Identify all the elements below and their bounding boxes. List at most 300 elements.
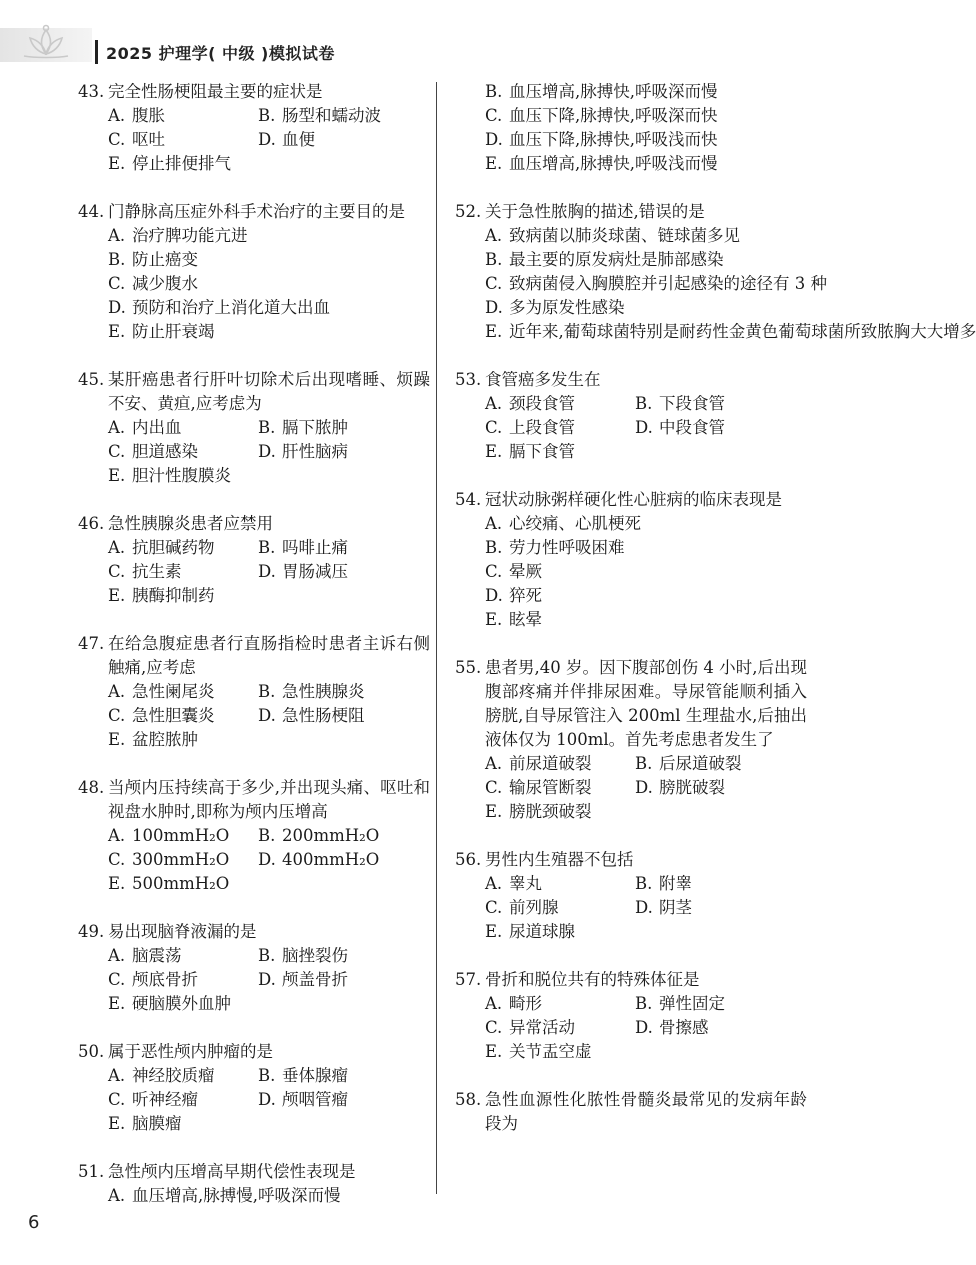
option bbox=[258, 1064, 408, 1088]
question-number: 50. bbox=[78, 1042, 105, 1061]
question-text: 男性内生殖器不包括 bbox=[485, 850, 634, 869]
column-divider bbox=[436, 82, 437, 1194]
option-letter: C. bbox=[108, 970, 126, 989]
option-row bbox=[485, 320, 976, 344]
option-row bbox=[485, 272, 827, 296]
options bbox=[108, 944, 430, 1016]
option-row bbox=[485, 920, 807, 944]
option bbox=[108, 872, 229, 896]
lotus-logo-icon bbox=[14, 22, 78, 62]
option-letter: A. bbox=[485, 874, 503, 893]
option-letter: A. bbox=[485, 226, 503, 245]
options bbox=[108, 224, 430, 344]
option-letter: C. bbox=[108, 274, 126, 293]
option bbox=[108, 536, 258, 560]
question-stem bbox=[455, 1088, 807, 1136]
option-letter: B. bbox=[635, 394, 653, 413]
question-stem bbox=[78, 632, 430, 680]
option bbox=[258, 536, 408, 560]
question bbox=[78, 200, 430, 344]
option-text: 血便 bbox=[282, 130, 315, 149]
option-text: 眩晕 bbox=[509, 610, 542, 629]
options bbox=[485, 224, 976, 344]
question-stem bbox=[78, 368, 430, 416]
option bbox=[258, 104, 408, 128]
option bbox=[108, 848, 258, 872]
option-letter: E. bbox=[108, 1114, 126, 1133]
option-row bbox=[485, 152, 807, 176]
option-letter: D. bbox=[485, 586, 503, 605]
option bbox=[258, 704, 408, 728]
question-text: 冠状动脉粥样硬化性心脏病的临床表现是 bbox=[485, 490, 782, 509]
option bbox=[108, 944, 258, 968]
option bbox=[485, 992, 635, 1016]
option-letter: E. bbox=[485, 802, 503, 821]
option-letter: E. bbox=[485, 154, 503, 173]
option-row bbox=[485, 104, 807, 128]
option-row bbox=[108, 728, 430, 752]
option-row bbox=[108, 248, 430, 272]
option bbox=[485, 752, 635, 776]
question-text: 属于恶性颅内肿瘤的是 bbox=[108, 1042, 273, 1061]
option bbox=[258, 560, 408, 584]
option-letter: D. bbox=[258, 850, 276, 869]
option bbox=[485, 608, 542, 632]
option-row bbox=[485, 392, 807, 416]
option-letter: D. bbox=[635, 1018, 653, 1037]
option-letter: A. bbox=[108, 682, 126, 701]
option-text: 脑震荡 bbox=[132, 946, 182, 965]
option-letter: B. bbox=[635, 874, 653, 893]
option-letter: A. bbox=[108, 226, 126, 245]
options bbox=[108, 104, 430, 176]
option-row bbox=[108, 992, 430, 1016]
option-row bbox=[108, 848, 430, 872]
question-number: 44. bbox=[78, 202, 105, 221]
question bbox=[78, 776, 430, 896]
option-letter: C. bbox=[485, 562, 503, 581]
option-text: 防止癌变 bbox=[132, 250, 198, 269]
option-text: 膀胱颈破裂 bbox=[509, 802, 592, 821]
options bbox=[485, 80, 807, 176]
option-letter: B. bbox=[485, 538, 503, 557]
question-stem bbox=[455, 200, 807, 224]
option-letter: B. bbox=[635, 754, 653, 773]
option-text: 减少腹水 bbox=[132, 274, 198, 293]
option-text: 急性胆囊炎 bbox=[132, 706, 215, 725]
option-row bbox=[108, 704, 430, 728]
option-text: 颅盖骨折 bbox=[282, 970, 348, 989]
option-letter: A. bbox=[485, 394, 503, 413]
option bbox=[108, 416, 258, 440]
question bbox=[78, 1160, 430, 1208]
option-row bbox=[485, 584, 807, 608]
option-row bbox=[108, 416, 430, 440]
option-text: 神经胶质瘤 bbox=[132, 1066, 215, 1085]
question-text: 易出现脑脊液漏的是 bbox=[108, 922, 257, 941]
option-row bbox=[108, 296, 430, 320]
option bbox=[258, 848, 408, 872]
option-row bbox=[108, 152, 430, 176]
option-row bbox=[108, 440, 430, 464]
option bbox=[485, 896, 635, 920]
option-row bbox=[485, 1016, 807, 1040]
option-letter: B. bbox=[258, 826, 276, 845]
options bbox=[108, 416, 430, 488]
option bbox=[108, 248, 198, 272]
option-text: 500mmH₂O bbox=[132, 874, 230, 893]
option bbox=[108, 1088, 258, 1112]
option-letter: D. bbox=[258, 442, 276, 461]
question-text: 在给急腹症患者行直肠指检时患者主诉右侧触痛,应考虑 bbox=[108, 634, 430, 677]
option-text: 关节盂空虚 bbox=[509, 1042, 592, 1061]
option-letter: E. bbox=[108, 994, 126, 1013]
question-stem bbox=[78, 1160, 430, 1184]
question bbox=[78, 512, 430, 608]
option-letter: D. bbox=[258, 562, 276, 581]
option-text: 猝死 bbox=[509, 586, 542, 605]
option-text: 硬脑膜外血肿 bbox=[132, 994, 231, 1013]
options bbox=[485, 392, 807, 464]
option-text: 内出血 bbox=[132, 418, 182, 437]
question-number: 51. bbox=[78, 1162, 105, 1181]
question-number: 46. bbox=[78, 514, 105, 533]
question-text: 急性胰腺炎患者应禁用 bbox=[108, 514, 273, 533]
option-row bbox=[485, 560, 807, 584]
option bbox=[485, 152, 718, 176]
option bbox=[485, 1016, 635, 1040]
option-text: 膈下食管 bbox=[509, 442, 575, 461]
option-text: 尿道球腺 bbox=[509, 922, 575, 941]
option-letter: D. bbox=[258, 1090, 276, 1109]
option-text: 骨擦感 bbox=[659, 1018, 709, 1037]
option-row bbox=[485, 128, 807, 152]
option bbox=[635, 896, 785, 920]
question-number: 53. bbox=[455, 370, 482, 389]
question-number: 48. bbox=[78, 778, 105, 797]
option-text: 前尿道破裂 bbox=[509, 754, 592, 773]
option-letter: D. bbox=[635, 778, 653, 797]
question bbox=[78, 80, 430, 176]
question bbox=[455, 488, 807, 632]
option bbox=[258, 944, 408, 968]
option-text: 弹性固定 bbox=[659, 994, 725, 1013]
option-row bbox=[108, 1064, 430, 1088]
option-text: 盆腔脓肿 bbox=[132, 730, 198, 749]
option-text: 致病菌侵入胸膜腔并引起感染的途径有 3 种 bbox=[509, 274, 827, 293]
option-text: 胆道感染 bbox=[132, 442, 198, 461]
option-letter: D. bbox=[635, 898, 653, 917]
option-letter: A. bbox=[108, 538, 126, 557]
option-row bbox=[485, 80, 807, 104]
option-row bbox=[485, 512, 807, 536]
option-text: 致病菌以肺炎球菌、链球菌多见 bbox=[509, 226, 740, 245]
option bbox=[485, 920, 575, 944]
option-row bbox=[108, 1088, 430, 1112]
option-letter: C. bbox=[108, 442, 126, 461]
option bbox=[485, 296, 625, 320]
option bbox=[485, 224, 740, 248]
question bbox=[78, 368, 430, 488]
option bbox=[258, 1088, 408, 1112]
option-letter: D. bbox=[258, 970, 276, 989]
option-letter: C. bbox=[485, 418, 503, 437]
question-text: 食管癌多发生在 bbox=[485, 370, 601, 389]
option-text: 抗生素 bbox=[132, 562, 182, 581]
option-letter: C. bbox=[485, 1018, 503, 1037]
question-text: 骨折和脱位共有的特殊体征是 bbox=[485, 970, 700, 989]
option-letter: E. bbox=[108, 322, 126, 341]
option-text: 上段食管 bbox=[509, 418, 575, 437]
question-number: 58. bbox=[455, 1090, 482, 1109]
option bbox=[108, 464, 231, 488]
option-row bbox=[108, 584, 430, 608]
option-letter: A. bbox=[108, 418, 126, 437]
option-text: 急性胰腺炎 bbox=[282, 682, 365, 701]
question-text: 急性血源性化脓性骨髓炎最常见的发病年龄段为 bbox=[485, 1090, 807, 1133]
option bbox=[108, 104, 258, 128]
option-text: 急性阑尾炎 bbox=[132, 682, 215, 701]
question-stem bbox=[78, 776, 430, 824]
option-text: 脑膜瘤 bbox=[132, 1114, 182, 1133]
option bbox=[258, 968, 408, 992]
option bbox=[108, 296, 330, 320]
option-letter: E. bbox=[485, 442, 503, 461]
question bbox=[78, 920, 430, 1016]
option-letter: A. bbox=[485, 994, 503, 1013]
options bbox=[108, 1184, 430, 1208]
option-text: 颈段食管 bbox=[509, 394, 575, 413]
question-number: 49. bbox=[78, 922, 105, 941]
option-letter: D. bbox=[108, 298, 126, 317]
option-text: 后尿道破裂 bbox=[659, 754, 742, 773]
option-text: 400mmH₂O bbox=[282, 850, 380, 869]
option-text: 输尿管断裂 bbox=[509, 778, 592, 797]
option-text: 阴茎 bbox=[659, 898, 692, 917]
option-letter: C. bbox=[485, 898, 503, 917]
option-letter: B. bbox=[258, 682, 276, 701]
option-text: 吗啡止痛 bbox=[282, 538, 348, 557]
option bbox=[635, 416, 785, 440]
option-row bbox=[108, 944, 430, 968]
option bbox=[635, 752, 785, 776]
option-row bbox=[485, 224, 807, 248]
option bbox=[258, 416, 408, 440]
option-letter: D. bbox=[485, 298, 503, 317]
option-row bbox=[485, 992, 807, 1016]
question-text: 关于急性脓胸的描述,错误的是 bbox=[485, 202, 705, 221]
option-row bbox=[485, 896, 807, 920]
question-stem bbox=[78, 1040, 430, 1064]
option bbox=[485, 800, 592, 824]
question bbox=[455, 968, 807, 1064]
question-number: 55. bbox=[455, 658, 482, 677]
option-letter: B. bbox=[258, 946, 276, 965]
page-header bbox=[0, 0, 900, 64]
option-letter: A. bbox=[485, 514, 503, 533]
option-letter: D. bbox=[485, 130, 503, 149]
option-row bbox=[485, 800, 807, 824]
option-text: 血压增高,脉搏慢,呼吸深而慢 bbox=[132, 1186, 341, 1205]
option-text: 防止肝衰竭 bbox=[132, 322, 215, 341]
option bbox=[635, 992, 785, 1016]
option bbox=[108, 1064, 258, 1088]
option bbox=[258, 128, 408, 152]
option-row bbox=[485, 608, 807, 632]
option bbox=[108, 560, 258, 584]
option-text: 腹胀 bbox=[132, 106, 165, 125]
option-row bbox=[108, 560, 430, 584]
option bbox=[485, 392, 635, 416]
option-letter: E. bbox=[108, 730, 126, 749]
option-text: 肠型和蠕动波 bbox=[282, 106, 381, 125]
option bbox=[108, 320, 215, 344]
question bbox=[455, 656, 807, 824]
option bbox=[108, 224, 248, 248]
option bbox=[258, 680, 408, 704]
option bbox=[635, 1016, 785, 1040]
option-text: 膀胱破裂 bbox=[659, 778, 725, 797]
option-letter: B. bbox=[485, 250, 503, 269]
option-row bbox=[485, 536, 807, 560]
option-text: 预防和治疗上消化道大出血 bbox=[132, 298, 330, 317]
option bbox=[108, 680, 258, 704]
question-number: 45. bbox=[78, 370, 105, 389]
question-stem bbox=[455, 848, 807, 872]
option-text: 肝性脑病 bbox=[282, 442, 348, 461]
option bbox=[635, 872, 785, 896]
option-letter: C. bbox=[485, 106, 503, 125]
option-text: 胰酶抑制药 bbox=[132, 586, 215, 605]
option-row bbox=[108, 224, 430, 248]
option-text: 听神经瘤 bbox=[132, 1090, 198, 1109]
option-letter: B. bbox=[635, 994, 653, 1013]
option-text: 下段食管 bbox=[659, 394, 725, 413]
option bbox=[108, 272, 198, 296]
option-letter: E. bbox=[108, 874, 126, 893]
option-row bbox=[108, 968, 430, 992]
option-row bbox=[485, 248, 807, 272]
option bbox=[485, 440, 575, 464]
option-row bbox=[485, 296, 807, 320]
option bbox=[108, 728, 198, 752]
option bbox=[258, 440, 408, 464]
options bbox=[485, 992, 807, 1064]
option-text: 颅咽管瘤 bbox=[282, 1090, 348, 1109]
option-text: 血压下降,脉搏快,呼吸浅而快 bbox=[509, 130, 718, 149]
option-text: 颅底骨折 bbox=[132, 970, 198, 989]
option-row bbox=[108, 320, 430, 344]
question-stem bbox=[78, 200, 430, 224]
option-letter: B. bbox=[258, 538, 276, 557]
question-number: 47. bbox=[78, 634, 105, 653]
option-row bbox=[108, 536, 430, 560]
option-text: 停止排便排气 bbox=[132, 154, 231, 173]
options bbox=[108, 536, 430, 608]
option bbox=[485, 272, 827, 296]
option bbox=[108, 1184, 341, 1208]
page-title: 2025 护理学( 中级 )模拟试卷 bbox=[106, 44, 335, 63]
option-text: 附睾 bbox=[659, 874, 692, 893]
option-letter: C. bbox=[108, 706, 126, 725]
options bbox=[108, 824, 430, 896]
options bbox=[485, 872, 807, 944]
option-text: 心绞痛、心肌梗死 bbox=[509, 514, 641, 533]
option bbox=[485, 560, 542, 584]
options bbox=[485, 752, 807, 824]
option-text: 多为原发性感染 bbox=[509, 298, 625, 317]
question-number: 54. bbox=[455, 490, 482, 509]
option-letter: C. bbox=[108, 562, 126, 581]
option-letter: E. bbox=[108, 466, 126, 485]
option bbox=[108, 824, 258, 848]
question-number: 57. bbox=[455, 970, 482, 989]
option-row bbox=[108, 872, 430, 896]
option-text: 睾丸 bbox=[509, 874, 542, 893]
option-text: 300mmH₂O bbox=[132, 850, 230, 869]
option-letter: C. bbox=[485, 274, 503, 293]
option-text: 治疗脾功能亢进 bbox=[132, 226, 248, 245]
question-text: 急性颅内压增高早期代偿性表现是 bbox=[108, 1162, 356, 1181]
option bbox=[485, 104, 718, 128]
option-letter: C. bbox=[108, 130, 126, 149]
question-text: 完全性肠梗阻最主要的症状是 bbox=[108, 82, 323, 101]
option-text: 100mmH₂O bbox=[132, 826, 230, 845]
options bbox=[108, 680, 430, 752]
question-stem bbox=[455, 968, 807, 992]
option-letter: B. bbox=[258, 106, 276, 125]
option-letter: E. bbox=[485, 922, 503, 941]
option-text: 劳力性呼吸困难 bbox=[509, 538, 625, 557]
option-text: 前列腺 bbox=[509, 898, 559, 917]
option-letter: B. bbox=[108, 250, 126, 269]
question-continuation bbox=[455, 80, 807, 176]
question-stem bbox=[78, 512, 430, 536]
option-letter: D. bbox=[635, 418, 653, 437]
question bbox=[455, 200, 976, 344]
option-letter: A. bbox=[108, 106, 126, 125]
option-row bbox=[108, 464, 430, 488]
option-letter: B. bbox=[485, 82, 503, 101]
question-number: 56. bbox=[455, 850, 482, 869]
option-letter: C. bbox=[108, 1090, 126, 1109]
option-row bbox=[108, 1112, 430, 1136]
option-letter: A. bbox=[108, 1186, 126, 1205]
option-text: 血压增高,脉搏快,呼吸浅而慢 bbox=[509, 154, 718, 173]
option bbox=[485, 512, 641, 536]
right-column bbox=[455, 80, 976, 1160]
option-row bbox=[108, 128, 430, 152]
option bbox=[485, 128, 718, 152]
question-text: 当颅内压持续高于多少,并出现头痛、呕吐和视盘水肿时,即称为颅内压增高 bbox=[108, 778, 430, 821]
option-letter: E. bbox=[485, 610, 503, 629]
option bbox=[108, 1112, 182, 1136]
option-row bbox=[485, 752, 807, 776]
option-row bbox=[108, 1184, 430, 1208]
question bbox=[455, 368, 807, 464]
option bbox=[485, 1040, 592, 1064]
header-bar bbox=[95, 40, 98, 64]
option-text: 中段食管 bbox=[659, 418, 725, 437]
option bbox=[108, 704, 258, 728]
question-stem bbox=[78, 80, 430, 104]
left-column bbox=[78, 80, 430, 1208]
options bbox=[485, 512, 807, 632]
options bbox=[108, 1064, 430, 1136]
option bbox=[485, 320, 976, 344]
question-stem bbox=[455, 488, 807, 512]
option-letter: C. bbox=[108, 850, 126, 869]
